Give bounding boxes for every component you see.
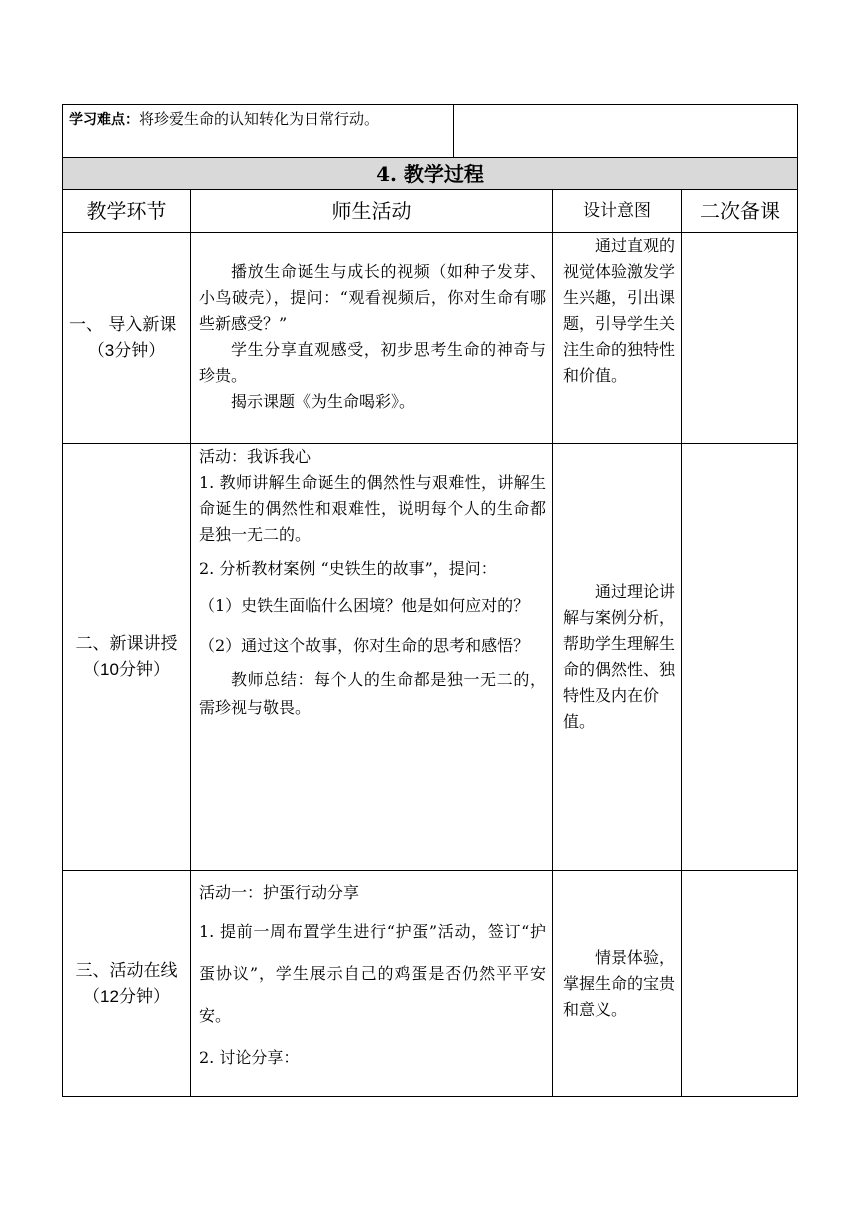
- column-divider: [453, 105, 454, 157]
- table-row: [62, 444, 798, 871]
- header-second-prep: 二次备课: [681, 190, 798, 232]
- header-intent: 设计意图: [552, 190, 681, 232]
- second-prep-cell: [681, 233, 798, 443]
- activity-cell: [190, 233, 552, 443]
- second-prep-cell: [681, 871, 798, 1096]
- activity-paragraph: 1. 教师讲解生命诞生的偶然性与艰难性，讲解生命诞生的偶然性和艰难性，说明每个人的生命都是独一无二的。: [199, 473, 546, 544]
- activity-cell: [190, 871, 552, 1096]
- activity-cell: [190, 444, 552, 870]
- section-header: [62, 158, 798, 190]
- activity-paragraph: 活动一：护蛋行动分享: [199, 883, 360, 902]
- stage-duration: （10分钟）: [83, 660, 170, 679]
- difficulty-text: 将珍爱生命的认知转化为日常行动。: [139, 110, 380, 128]
- header-activity: 师生活动: [190, 190, 552, 232]
- intent-cell: [552, 233, 681, 443]
- difficulty-row: [62, 104, 798, 158]
- lesson-plan-table: [62, 104, 798, 1097]
- intent-cell: [552, 444, 681, 870]
- stage-cell: [63, 444, 190, 870]
- header-stage: 教学环节: [86, 199, 167, 223]
- activity-paragraph: 活动：我诉我心: [199, 447, 312, 466]
- activity-paragraph: 播放生命诞生与成长的视频（如种子发芽、小鸟破壳），提问：“观看视频后，你对生命有哪些新感受？”: [199, 262, 546, 333]
- activity-paragraph: 揭示课题《为生命喝彩》。: [231, 392, 416, 411]
- activity-paragraph: 1. 提前一周布置学生进行“护蛋”活动，签订“护蛋协议”，学生展示自己的鸡蛋是否仍然平平安安。: [199, 922, 546, 1025]
- stage-cell: [63, 233, 190, 443]
- section-title: 4. 教学过程: [376, 162, 484, 186]
- header-row: [62, 190, 798, 233]
- activity-paragraph: （1）史铁生面临什么困境？他是如何应对的？: [199, 596, 530, 615]
- activity-paragraph: 2. 分析教材案例 “史铁生的故事”，提问：: [199, 559, 497, 578]
- stage-duration: （3分钟）: [87, 341, 166, 360]
- stage-cell: [63, 871, 190, 1096]
- stage-title: 二、新课讲授: [75, 634, 178, 654]
- activity-paragraph: （2）通过这个故事，你对生命的思考和感悟？: [199, 636, 530, 655]
- activity-paragraph: 学生分享直观感受，初步思考生命的神奇与珍贵。: [199, 340, 546, 385]
- stage-duration: （12分钟）: [83, 986, 170, 1006]
- table-row: [62, 233, 798, 444]
- intent-text: 通过直观的视觉体验激发学生兴趣，引出课题，引导学生关注生命的独特性和价值。: [563, 236, 676, 385]
- table-row: [62, 871, 798, 1097]
- difficulty-cell: [63, 105, 467, 131]
- difficulty-label: 学习难点：: [69, 111, 139, 127]
- activity-paragraph: 教师总结：每个人的生命都是独一无二的，需珍视与敬畏。: [199, 670, 546, 717]
- stage-title: 三、活动在线: [75, 960, 178, 981]
- intent-cell: [552, 871, 681, 1096]
- stage-title: 一、 导入新课: [69, 315, 177, 335]
- activity-paragraph: 2. 讨论分享：: [199, 1048, 300, 1067]
- intent-text: 情景体验，掌握生命的宝贵和意义。: [563, 947, 676, 1019]
- intent-text: 通过理论讲解与案例分析，帮助学生理解生命的偶然性、独特性及内在价值。: [563, 582, 676, 731]
- second-prep-cell: [681, 444, 798, 870]
